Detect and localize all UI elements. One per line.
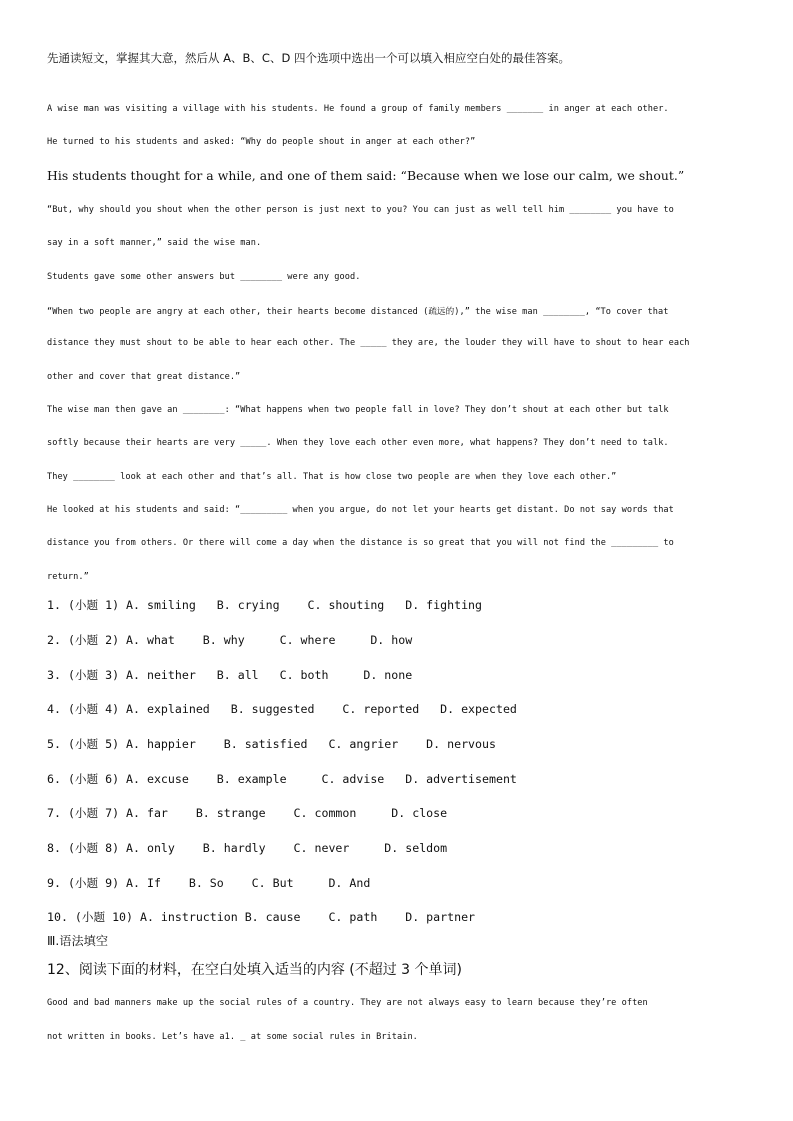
question-item xyxy=(47,840,447,856)
question-item xyxy=(47,597,482,613)
passage-line: “When two people are angry at each other, their hearts become distanced (疏远的),” the wise man ________, “To cover that xyxy=(47,307,669,317)
question-item xyxy=(47,667,412,683)
grammar-line: Good and bad manners make up the social rules of a country. They are not always easy to learn because they’re often xyxy=(47,998,648,1008)
question-item xyxy=(47,771,517,787)
question-text: 7. (小题 7) A. far B. strange C. common D. close xyxy=(47,806,448,820)
question-text: 10. (小题 10) A. instruction B. cause C. path D. partner xyxy=(47,910,476,924)
passage-line: distance they must shout to be able to hear each other. The _____ they are, the louder they will have to shout to hear each xyxy=(47,338,690,348)
question-text: 3. (小题 3) A. neither B. all C. both D. none xyxy=(47,668,413,682)
passage-line: His students thought for a while, and one of them said: “Because when we lose our calm, we shout.” xyxy=(47,168,685,183)
question-item xyxy=(47,909,475,925)
passage-line: say in a soft manner,” said the wise man. xyxy=(47,238,262,248)
passage-line: The wise man then gave an ________: “What happens when two people fall in love? They don’t shout at each other but talk xyxy=(47,405,669,415)
question-item xyxy=(47,805,447,821)
passage-line: softly because their hearts are very _____. When they love each other even more, what happens? They don’t need to talk. xyxy=(47,438,669,448)
instruction-text: 先通读短文，掌握其大意，然后从 A、B、C、D 四个选项中选出一个可以填入相应空白处的最佳答案。 xyxy=(47,51,570,65)
question-text: 1. (小题 1) A. smiling B. crying C. shouting D. fighting xyxy=(47,598,483,612)
passage-line: distance you from others. Or there will come a day when the distance is so great that you will not find the _________ to xyxy=(47,538,674,548)
question-item xyxy=(47,736,496,752)
passage-line: other and cover that great distance.” xyxy=(47,372,241,382)
question-text: 5. (小题 5) A. happier B. satisfied C. angrier D. nervous xyxy=(47,737,496,751)
section-heading: Ⅲ.语法填空 xyxy=(47,934,109,948)
task-heading: 12、阅读下面的材料，在空白处填入适当的内容 (不超过 3 个单词) xyxy=(47,962,462,978)
question-text: 2. (小题 2) A. what B. why C. where D. how xyxy=(47,633,413,647)
passage-line: He turned to his students and asked: “Why do people shout in anger at each other?” xyxy=(47,137,476,147)
question-item xyxy=(47,632,412,648)
question-item xyxy=(47,875,370,891)
question-text: 8. (小题 8) A. only B. hardly C. never D. seldom xyxy=(47,841,448,855)
grammar-line: not written in books. Let’s have a1. _ at some social rules in Britain. xyxy=(47,1032,418,1042)
question-text: 6. (小题 6) A. excuse B. example C. advise D. advertisement xyxy=(47,772,517,786)
passage-line: return.” xyxy=(47,572,89,582)
passage-line: A wise man was visiting a village with his students. He found a group of family members _______ in anger at each other. xyxy=(47,104,669,114)
passage-line: They ________ look at each other and that’s all. That is how close two people are when they love each other.” xyxy=(47,472,617,482)
question-text: 4. (小题 4) A. explained B. suggested C. reported D. expected xyxy=(47,702,517,716)
passage-line: “But, why should you shout when the other person is just next to you? You can just as well tell him ________ you have to xyxy=(47,205,674,215)
question-text: 9. (小题 9) A. If B. So C. But D. And xyxy=(47,876,371,890)
question-item xyxy=(47,701,517,717)
passage-line: Students gave some other answers but ________ were any good. xyxy=(47,272,361,282)
passage-line: He looked at his students and said: “_________ when you argue, do not let your hearts get distant. Do not say words that xyxy=(47,505,674,515)
